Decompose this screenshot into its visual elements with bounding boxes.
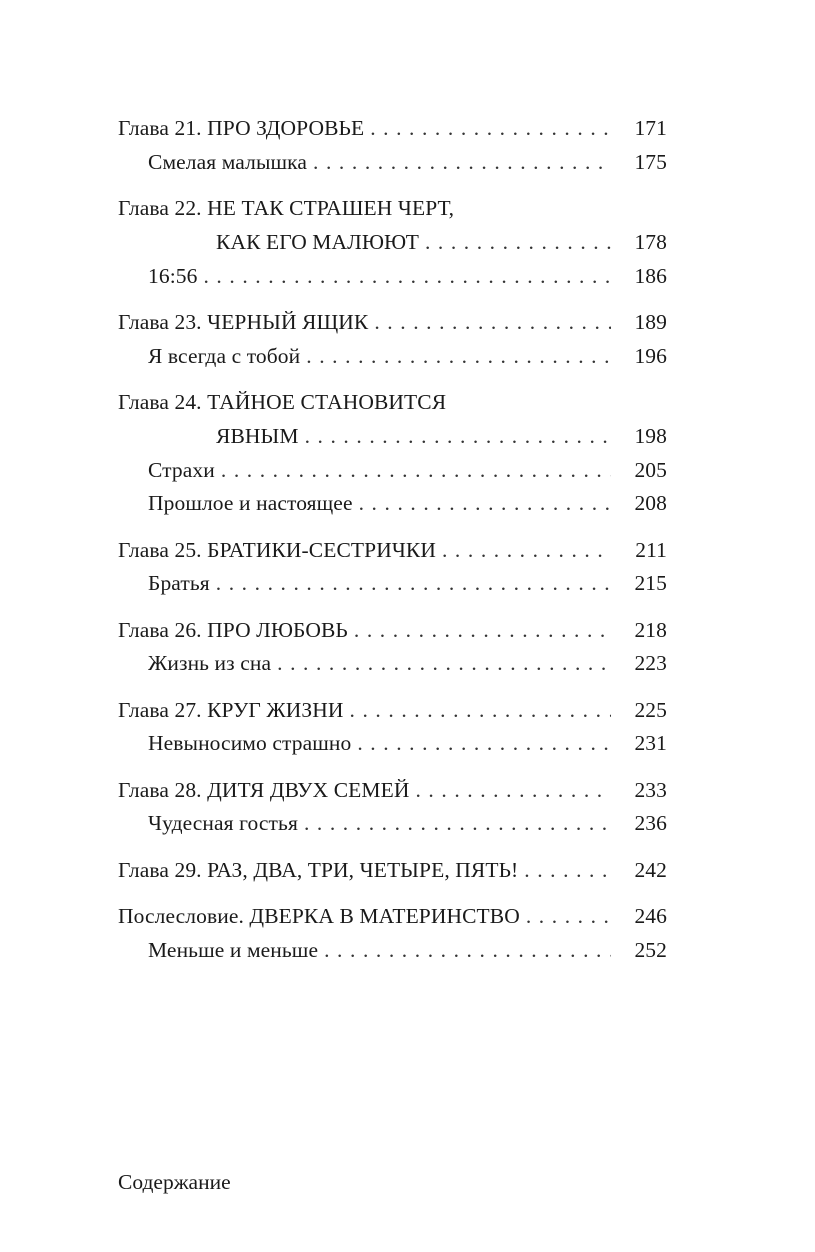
page-number: 198 — [634, 424, 667, 448]
toc-chapter-row — [118, 534, 667, 568]
section-title: Жизнь из сна — [148, 651, 272, 675]
leader-dots — [357, 727, 611, 761]
chapter-title: Послесловие. ДВЕРКА В МАТЕРИНСТВО — [118, 904, 520, 928]
toc-group — [118, 614, 667, 681]
leader-dots — [306, 340, 611, 374]
chapter-title: Глава 29. РАЗ, ДВА, ТРИ, ЧЕТЫРЕ, ПЯТЬ! — [118, 857, 519, 882]
section-title: Страхи — [148, 457, 215, 482]
section-title: Смелая малышка — [148, 149, 308, 174]
toc-section-row — [118, 934, 667, 968]
page-number: 223 — [634, 651, 667, 675]
leader-dots — [203, 260, 611, 294]
page-number: 186 — [634, 263, 667, 288]
leader-dots — [415, 774, 611, 808]
table-of-contents — [118, 112, 667, 980]
leader-dots — [350, 694, 611, 728]
toc-chapter-row — [118, 614, 667, 648]
leader-dots — [304, 807, 611, 841]
toc-chapter-row — [118, 386, 667, 420]
toc-section-row — [118, 727, 667, 761]
leader-dots — [442, 534, 611, 568]
toc-section-row — [118, 340, 667, 374]
toc-group — [118, 112, 667, 179]
toc-section-row — [118, 146, 667, 180]
section-title: 16:56 — [148, 263, 198, 288]
toc-chapter-row — [118, 774, 667, 808]
chapter-title: Глава 28. ДИТЯ ДВУХ СЕМЕЙ — [118, 777, 410, 802]
page-number: 189 — [634, 310, 667, 334]
leader-dots — [359, 487, 611, 521]
page-number: 246 — [634, 904, 667, 928]
leader-dots — [526, 900, 611, 934]
chapter-title: Глава 26. ПРО ЛЮБОВЬ — [118, 617, 348, 642]
leader-dots — [374, 306, 611, 340]
section-title: Прошлое и настоящее — [148, 491, 353, 515]
page-number: 215 — [634, 571, 667, 595]
leader-dots — [216, 567, 611, 601]
chapter-title-continuation: ЯВНЫМ — [216, 424, 299, 448]
running-footer-title: Содержание — [118, 1170, 231, 1194]
leader-dots — [370, 112, 611, 146]
page-number: 196 — [634, 343, 667, 368]
toc-chapter-row — [118, 900, 667, 934]
page-number: 242 — [634, 857, 667, 882]
toc-chapter-row — [118, 694, 667, 728]
toc-chapter-row — [118, 112, 667, 146]
page-number: 225 — [634, 697, 667, 722]
toc-group — [118, 534, 667, 601]
chapter-title: Глава 22. НЕ ТАК СТРАШЕН ЧЕРТ, — [118, 196, 455, 220]
leader-dots — [221, 454, 611, 488]
page-number: 233 — [634, 777, 667, 802]
page-number: 171 — [634, 116, 667, 140]
toc-chapter-continuation-row — [118, 226, 667, 260]
toc-group — [118, 900, 667, 967]
toc-section-row — [118, 647, 667, 681]
leader-dots — [313, 146, 611, 180]
section-title: Я всегда с тобой — [148, 343, 301, 368]
toc-chapter-row — [118, 854, 667, 888]
toc-chapter-row — [118, 192, 667, 226]
toc-section-row — [118, 260, 667, 294]
toc-group — [118, 774, 667, 841]
toc-group — [118, 306, 667, 373]
page-number: 208 — [634, 491, 667, 515]
toc-group — [118, 694, 667, 761]
leader-dots — [277, 647, 611, 681]
section-title: Невыносимо страшно — [148, 731, 352, 755]
toc-chapter-row — [118, 306, 667, 340]
section-title: Чудесная гостья — [148, 811, 298, 835]
page-number: 252 — [634, 937, 667, 962]
leader-dots — [324, 934, 611, 968]
leader-dots — [354, 614, 611, 648]
section-title: Меньше и меньше — [148, 937, 319, 962]
toc-section-row — [118, 567, 667, 601]
toc-group — [118, 854, 667, 888]
toc-group — [118, 386, 667, 521]
toc-section-row — [118, 454, 667, 488]
chapter-title-continuation: КАК ЕГО МАЛЮЮТ — [216, 230, 419, 254]
page-number: 236 — [634, 811, 667, 835]
chapter-title: Глава 25. БРАТИКИ-СЕСТРИЧКИ — [118, 537, 436, 562]
toc-section-row — [118, 487, 667, 521]
toc-section-row — [118, 807, 667, 841]
leader-dots — [305, 420, 611, 454]
toc-chapter-continuation-row — [118, 420, 667, 454]
page-number: 178 — [634, 230, 667, 254]
page-number: 175 — [634, 149, 667, 174]
chapter-title: Глава 27. КРУГ ЖИЗНИ — [118, 697, 344, 722]
page-number: 205 — [634, 457, 667, 482]
chapter-title: Глава 24. ТАЙНОЕ СТАНОВИТСЯ — [118, 390, 447, 414]
page-number: 218 — [634, 617, 667, 642]
leader-dots — [524, 854, 611, 888]
toc-group — [118, 192, 667, 293]
leader-dots — [425, 226, 611, 260]
chapter-title: Глава 21. ПРО ЗДОРОВЬЕ — [118, 116, 365, 140]
section-title: Братья — [148, 571, 210, 595]
page-number: 211 — [635, 537, 667, 562]
chapter-title: Глава 23. ЧЕРНЫЙ ЯЩИК — [118, 310, 369, 334]
page-number: 231 — [634, 731, 667, 755]
